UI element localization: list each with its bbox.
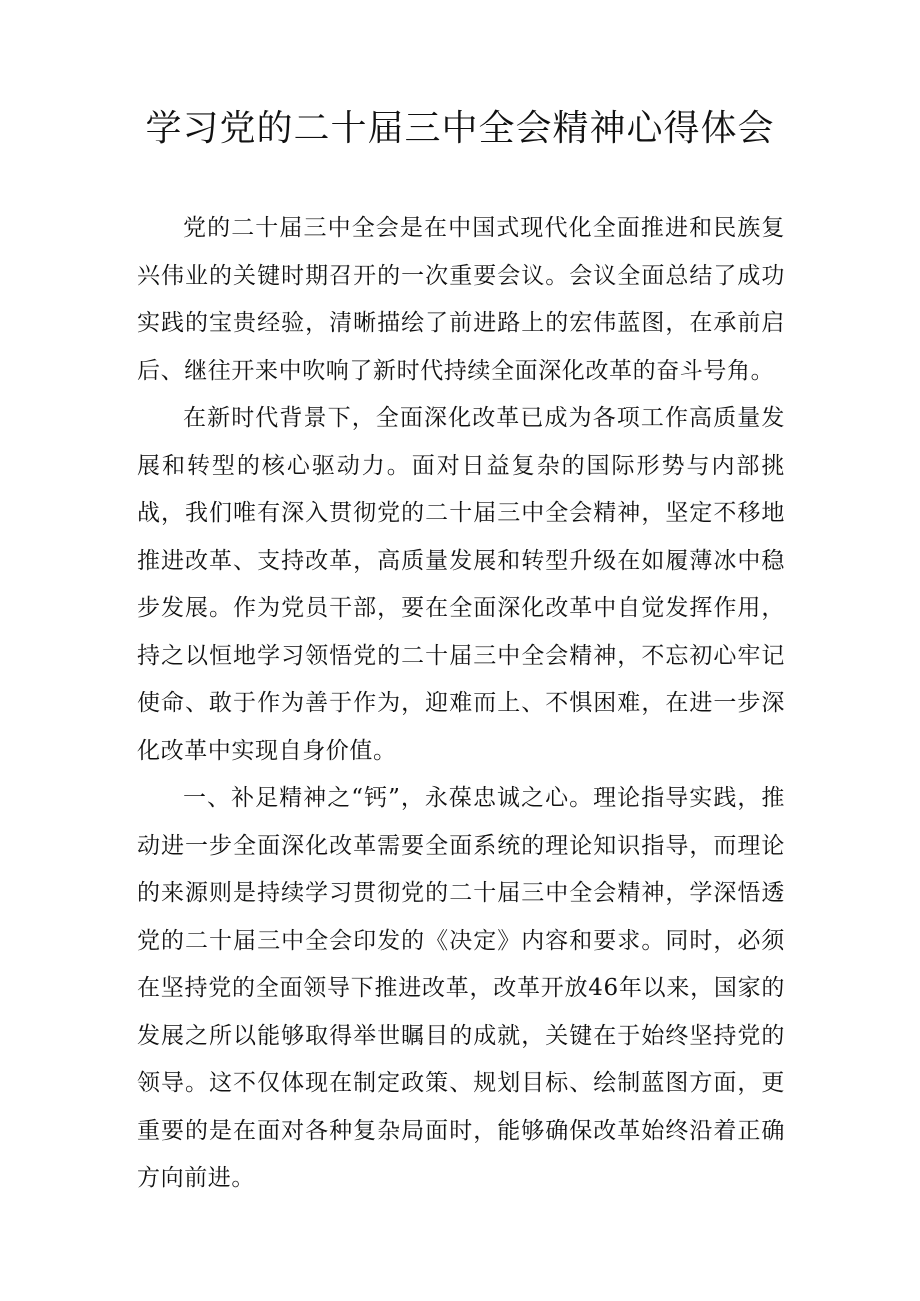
paragraph-1: 党的二十届三中全会是在中国式现代化全面推进和民族复兴伟业的关键时期召开的一次重要会议。会议全面总结了成功实践的宝贵经验，清晰描绘了前进路上的宏伟蓝图，在承前启后、继往开来中吹响了新时代持续全面深化改革的奋斗号角。: [137, 215, 785, 384]
paragraph-2: 在新时代背景下，全面深化改革已成为各项工作高质量发展和转型的核心驱动力。面对日益复杂的国际形势与内部挑战，我们唯有深入贯彻党的二十届三中全会精神，坚定不移地推进改革、支持改革，高质量发展和转型升级在如履薄冰中稳步发展。作为党员干部，要在全面深化改革中自觉发挥作用，持之以恒地学习领悟党的二十届三中全会精神，不忘初心牢记使命、敢于作为善于作为，迎难而上、不惧困难，在进一步深化改革中实现自身价值。: [137, 405, 785, 764]
document-body: [137, 205, 785, 1203]
paragraph-3: 一、补足精神之“钙”，永葆忠诚之心。理论指导实践，推动进一步全面深化改革需要全面系统的理论知识指导，而理论的来源则是持续学习贯彻党的二十届三中全会精神，学深悟透党的二十届三中全会印发的《决定》内容和要求。同时，必须在坚持党的全面领导下推进改革，改革开放46年以来，国家的发展之所以能够取得举世瞩目的成就，关键在于始终坚持党的领导。这不仅体现在制定政策、规划目标、绘制蓝图方面，更重要的是在面对各种复杂局面时，能够确保改革始终沿着正确方向前进。: [137, 785, 785, 1191]
document-title: 学习党的二十届三中全会精神心得体会: [145, 108, 775, 149]
